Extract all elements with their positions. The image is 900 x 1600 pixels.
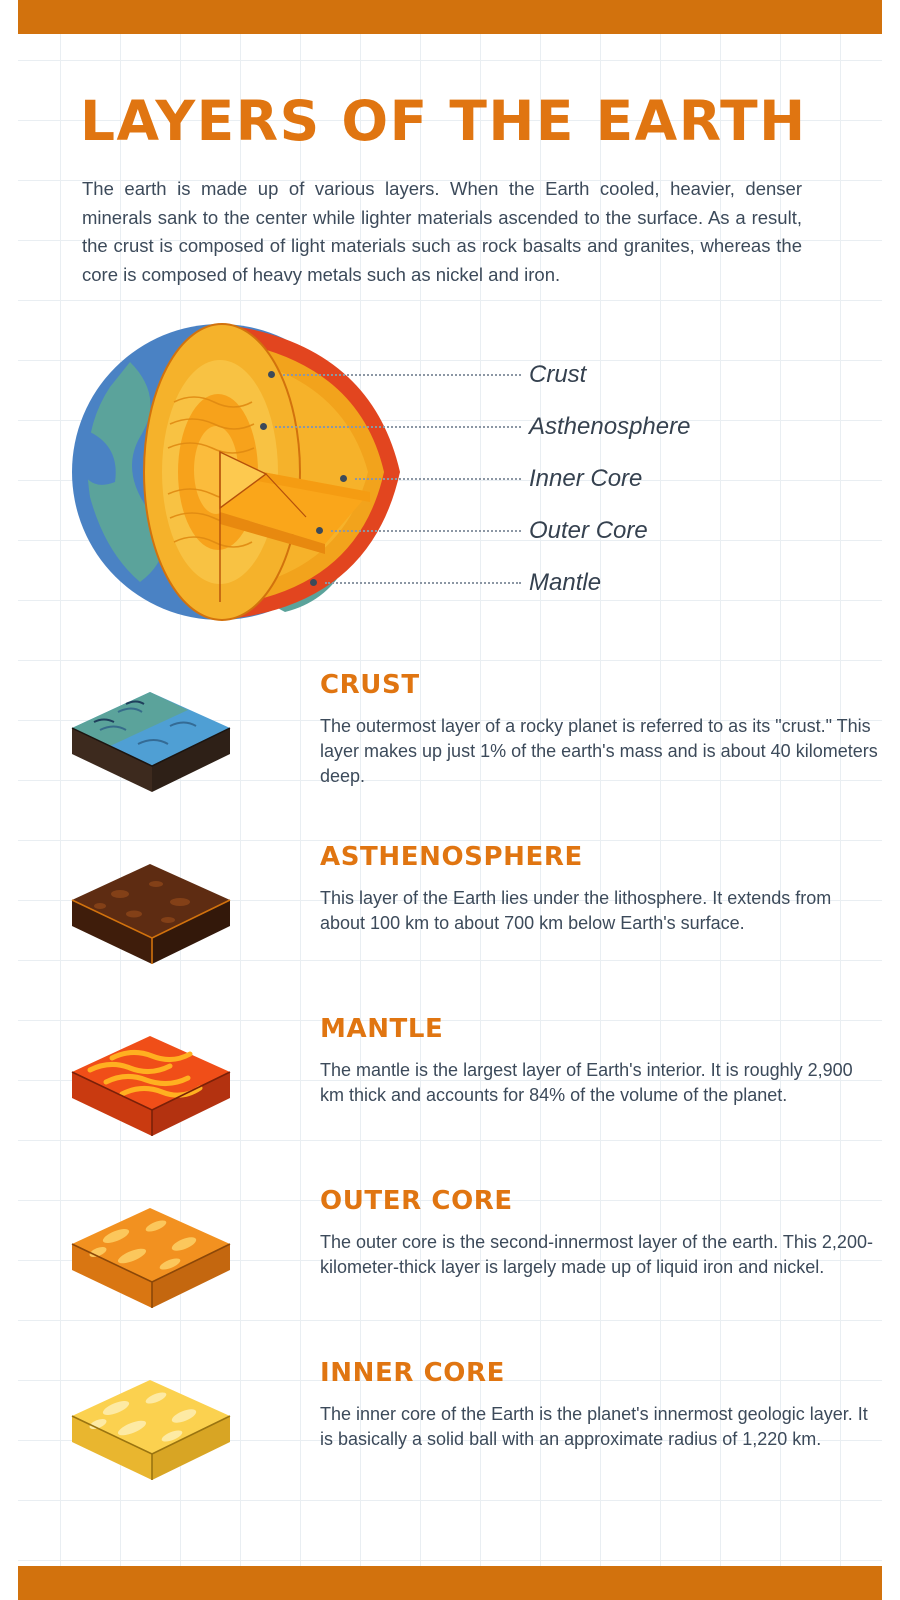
- diagram-label-text: Mantle: [529, 568, 602, 596]
- section-text: The mantle is the largest layer of Earth's interior. It is roughly 2,900 km thick and accounts for 84% of the volume of the planet.: [320, 1059, 853, 1105]
- earth-cutaway-diagram: [0, 312, 900, 642]
- section-body: [320, 1348, 880, 1452]
- layer-sections: [0, 660, 900, 1540]
- top-accent-bar: [0, 0, 900, 34]
- bottom-accent-bar: [0, 1566, 900, 1600]
- section-asthenosphere: [0, 832, 900, 1004]
- section-body: [320, 1004, 880, 1108]
- section-title: ASTHENOSPHERE: [320, 841, 583, 872]
- diagram-label-inner-core: [340, 466, 642, 492]
- section-mantle: [0, 1004, 900, 1176]
- section-title: CRUST: [320, 669, 420, 700]
- leader-dot: [260, 423, 267, 430]
- leader-dot: [340, 475, 347, 482]
- intro-paragraph: The earth is made up of various layers. When the Earth cooled, heavier, denser minerals sank to the center while lighter materials ascended to the surface. As a result, the crust is composed of light materials such as rock basalts and granites, whereas the core is composed of heavy metals such as nickel and iron.: [82, 178, 802, 286]
- section-text: The outer core is the second-innermost layer of the earth. This 2,200-kilometer-thick layer is largely made up of liquid iron and nickel.: [320, 1231, 873, 1277]
- diagram-label-outer-core: [316, 518, 648, 544]
- content-area: [0, 34, 900, 1540]
- section-body: [320, 660, 880, 790]
- section-text: The inner core of the Earth is the planet's innermost geologic layer. It is basically a solid ball with an approximate radius of 1,220 km.: [320, 1403, 868, 1449]
- leader-line: [355, 478, 521, 480]
- outer-core-slab-icon: [60, 1194, 240, 1324]
- diagram-label-crust: [268, 362, 586, 388]
- section-text: This layer of the Earth lies under the lithosphere. It extends from about 100 km to about 700 km below Earth's surface.: [320, 887, 832, 933]
- diagram-label-mantle: [310, 570, 601, 596]
- section-title: OUTER CORE: [320, 1185, 513, 1216]
- section-crust: [0, 660, 900, 832]
- diagram-label-list: [260, 362, 880, 632]
- asthenosphere-slab-icon: [60, 850, 240, 980]
- diagram-label-text: Asthenosphere: [529, 412, 691, 440]
- page-title: LAYERS OF THE EARTH: [80, 89, 807, 153]
- leader-line: [331, 530, 521, 532]
- section-inner-core: [0, 1348, 900, 1520]
- leader-dot: [310, 579, 317, 586]
- leader-dot: [316, 527, 323, 534]
- section-outer-core: [0, 1176, 900, 1348]
- section-body: [320, 1176, 880, 1280]
- section-title: MANTLE: [320, 1013, 444, 1044]
- diagram-label-asthenosphere: [260, 414, 690, 440]
- diagram-label-text: Crust: [529, 360, 587, 388]
- crust-slab-icon: [60, 678, 240, 808]
- inner-core-slab-icon: [60, 1366, 240, 1496]
- leader-line: [325, 582, 521, 584]
- diagram-label-text: Inner Core: [529, 464, 643, 492]
- mantle-slab-icon: [60, 1022, 240, 1152]
- section-text: The outermost layer of a rocky planet is referred to as its "crust." This layer makes up just 1% of the earth's mass and is about 40 kilometers deep.: [320, 715, 878, 787]
- section-body: [320, 832, 880, 936]
- leader-line: [283, 374, 521, 376]
- section-title: INNER CORE: [320, 1357, 505, 1388]
- leader-dot: [268, 371, 275, 378]
- diagram-label-text: Outer Core: [529, 516, 648, 544]
- leader-line: [275, 426, 521, 428]
